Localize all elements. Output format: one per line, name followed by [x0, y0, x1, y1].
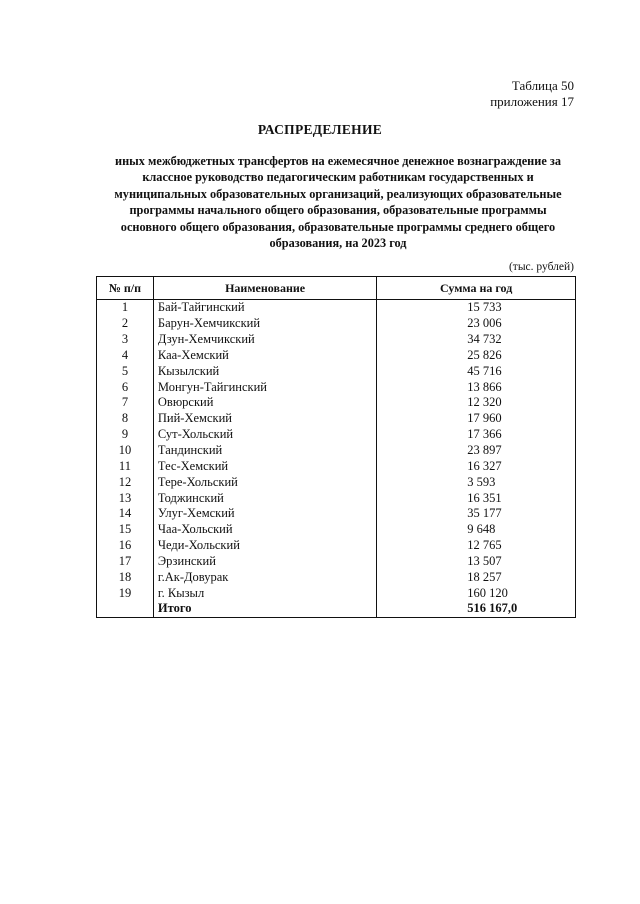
row-number: 16: [97, 538, 154, 554]
table-row: [97, 332, 576, 348]
row-name: Дзун-Хемчикский: [153, 332, 376, 348]
table-row: [97, 348, 576, 364]
row-amount: 25 826: [377, 348, 576, 364]
total-amount: 516 167,0: [377, 601, 576, 617]
table-row: [97, 300, 576, 316]
row-name: Эрзинский: [153, 554, 376, 570]
row-name: Чаа-Хольский: [153, 522, 376, 538]
document-title: РАСПРЕДЕЛЕНИЕ: [257, 122, 383, 137]
row-name: г.Ак-Довурак: [153, 569, 376, 585]
row-amount: 12 320: [377, 395, 576, 411]
table-row: [97, 443, 576, 459]
row-number: 10: [97, 443, 154, 459]
column-header-name: Наименование: [153, 277, 376, 300]
row-amount: 17 960: [377, 411, 576, 427]
row-amount: 9 648: [377, 522, 576, 538]
row-name: г. Кызыл: [153, 585, 376, 601]
distribution-table: [96, 276, 576, 618]
row-number: 19: [97, 585, 154, 601]
subtitle-line: основного общего образования, образовательные программы среднего общего: [120, 219, 556, 234]
row-name: Бай-Тайгинский: [153, 300, 376, 316]
table-row: [97, 363, 576, 379]
row-number: 4: [97, 348, 154, 364]
row-number: 1: [97, 300, 154, 316]
row-number: 8: [97, 411, 154, 427]
row-amount: 35 177: [377, 506, 576, 522]
subtitle-line: классное руководство педагогическим работникам государственных и: [142, 170, 534, 185]
row-number: 11: [97, 458, 154, 474]
table-row: [97, 316, 576, 332]
row-number: 13: [97, 490, 154, 506]
row-name: Барун-Хемчикский: [153, 316, 376, 332]
appendix-number: приложения 17: [490, 94, 574, 109]
row-name: Кызылский: [153, 363, 376, 379]
row-amount: 23 006: [377, 316, 576, 332]
table-row: [97, 458, 576, 474]
row-name: Чеди-Хольский: [153, 538, 376, 554]
row-name: Тандинский: [153, 443, 376, 459]
row-name: Тоджинский: [153, 490, 376, 506]
row-amount: 12 765: [377, 538, 576, 554]
row-number: 6: [97, 379, 154, 395]
row-number: 9: [97, 427, 154, 443]
row-name: Монгун-Тайгинский: [153, 379, 376, 395]
subtitle-line: муниципальных образовательных организаций, реализующих образовательные: [114, 186, 562, 201]
row-amount: 16 351: [377, 490, 576, 506]
table-reference: [490, 78, 574, 110]
table-row: [97, 506, 576, 522]
total-row: [97, 601, 576, 617]
row-number: 2: [97, 316, 154, 332]
subtitle-line: программы начального общего образования, образовательные программы: [129, 203, 547, 218]
column-header-amount: Сумма на год: [377, 277, 576, 300]
row-name: Овюрский: [153, 395, 376, 411]
table-row: [97, 379, 576, 395]
row-name: Улуг-Хемский: [153, 506, 376, 522]
row-name: Сут-Хольский: [153, 427, 376, 443]
table-row: [97, 585, 576, 601]
row-number: 7: [97, 395, 154, 411]
row-number: 5: [97, 363, 154, 379]
table-row: [97, 522, 576, 538]
row-number: 15: [97, 522, 154, 538]
table-row: [97, 490, 576, 506]
units-note: (тыс. рублей): [508, 261, 574, 273]
row-amount: 23 897: [377, 443, 576, 459]
row-number: 3: [97, 332, 154, 348]
column-header-number: № п/п: [97, 277, 154, 300]
table-row: [97, 395, 576, 411]
row-amount: 160 120: [377, 585, 576, 601]
table-row: [97, 569, 576, 585]
row-name: Пий-Хемский: [153, 411, 376, 427]
subtitle-line: иных межбюджетных трансфертов на ежемесячное денежное вознаграждение за: [115, 154, 561, 168]
row-amount: 13 866: [377, 379, 576, 395]
table-row: [97, 474, 576, 490]
total-number-cell: [97, 601, 154, 617]
row-number: 17: [97, 554, 154, 570]
row-name: Тере-Хольский: [153, 474, 376, 490]
table-body: [97, 300, 576, 618]
table-row: [97, 427, 576, 443]
row-number: 14: [97, 506, 154, 522]
row-amount: 15 733: [377, 300, 576, 316]
row-amount: 13 507: [377, 554, 576, 570]
row-amount: 18 257: [377, 569, 576, 585]
table-row: [97, 554, 576, 570]
table-number: Таблица 50: [511, 78, 574, 93]
row-name: Тес-Хемский: [153, 458, 376, 474]
row-number: 12: [97, 474, 154, 490]
table-row: [97, 411, 576, 427]
total-label: Итого: [153, 601, 376, 617]
row-amount: 45 716: [377, 363, 576, 379]
document-subtitle: [108, 153, 568, 251]
row-amount: 34 732: [377, 332, 576, 348]
table-row: [97, 538, 576, 554]
row-name: Каа-Хемский: [153, 348, 376, 364]
row-amount: 17 366: [377, 427, 576, 443]
table-header-row: [97, 277, 576, 300]
row-amount: 3 593: [377, 474, 576, 490]
subtitle-line: образования, на 2023 год: [269, 236, 407, 251]
row-number: 18: [97, 569, 154, 585]
row-amount: 16 327: [377, 458, 576, 474]
